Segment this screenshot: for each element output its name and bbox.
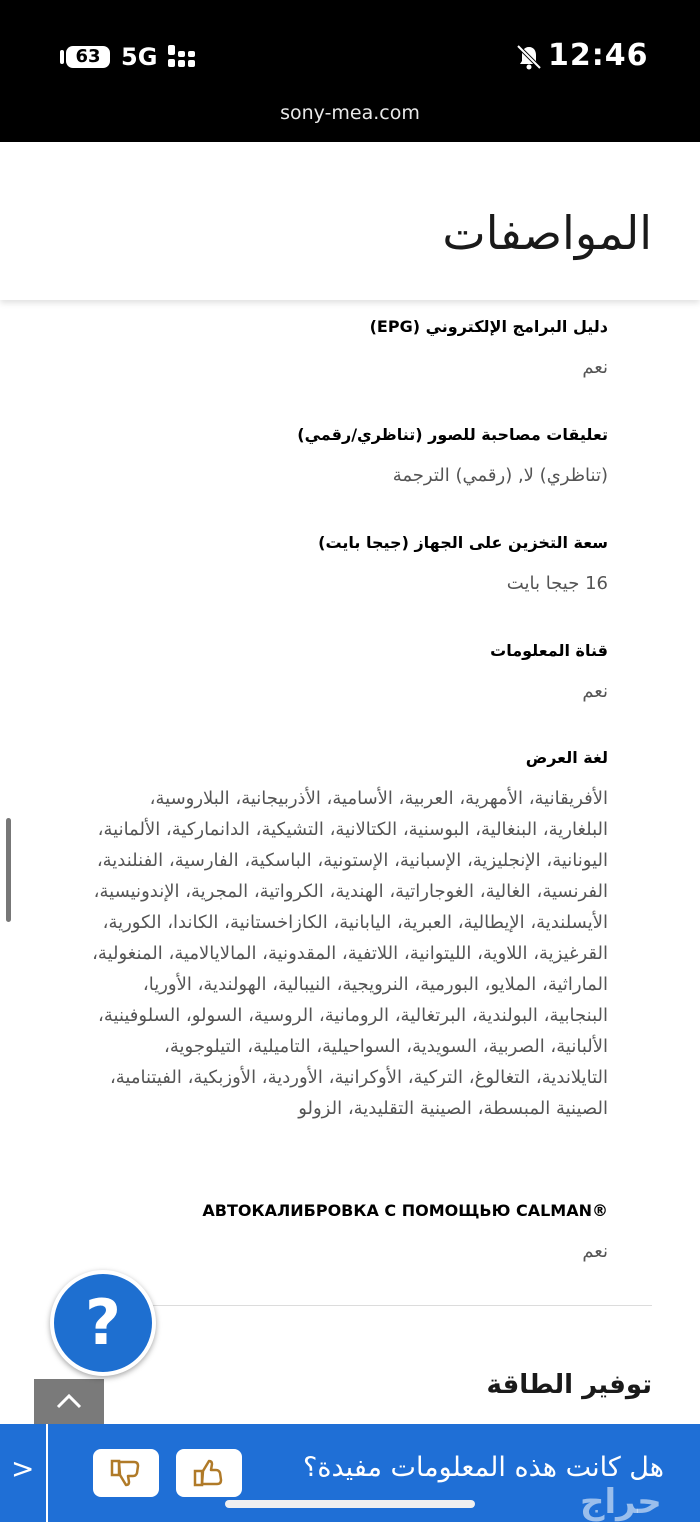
chevron-right-icon: >	[11, 1452, 35, 1485]
chevron-up-icon	[55, 1392, 83, 1410]
bell-muted-icon	[515, 43, 543, 71]
feedback-next-button[interactable]	[0, 1424, 48, 1522]
help-button[interactable]	[50, 1270, 156, 1376]
spec-value: نعم	[582, 357, 608, 378]
address-bar-url[interactable]: sony-mea.com	[280, 102, 420, 124]
spec-value: الأفريقانية، الأمهرية، العربية، الأسامية، الأذربيجانية، البلاروسية، البلغارية، البنغالية، البوسنية، الكتالانية، التشيكية، الدانماركية، الألمانية، اليونانية، الإنجليزية، الإسبانية، الإستونية، الباسكية، الفارسية، الفنلندية، الفرنسية، الغالية، الغوجاراتية، الهندية، الكرواتية، المجرية، الإندونيسية، الأيسلندية، الإيطالية، العبرية، اليابانية، الكازاخستانية، الكاندا، الكورية، القرغيزية، اللاوية، الليتوانية، اللاتفية، المقدونية، المالايالامية، المنغولية، الماراثية، الملايو، البورمية، النرويجية، النيبالية، الهولندية، الأوريا، البنجابية، البولندية، البرتغالية، الرومانية، الروسية، السولو، السلوفينية، الألبانية، الصربية، السويدية، السواحيلية، التاميلية، التيلوجوية، التايلاندية، التغالوغ، التركية، الأوكرانية، الأوردية، الأوزبكية، الفيتنامية، الصينية المبسطة، الصينية التقليدية، الزولو	[92, 788, 608, 1119]
like-button[interactable]	[176, 1449, 242, 1497]
feedback-question: هل كانت هذه المعلومات مفيدة؟	[303, 1452, 664, 1483]
section-title-energy-saving[interactable]: توفير الطاقة	[486, 1370, 652, 1400]
spec-item-calman	[88, 1200, 608, 1267]
battery-icon	[66, 46, 110, 68]
spec-label: لغة العرض	[525, 748, 608, 767]
spec-value: نعم	[582, 1241, 608, 1262]
spec-item-storage	[88, 532, 608, 599]
scrollbar[interactable]	[6, 818, 11, 922]
spec-item-info-channel	[88, 640, 608, 707]
spec-value: نعم	[582, 681, 608, 702]
page-title: المواصفات	[442, 206, 652, 260]
watermark-logo: حراج	[580, 1482, 662, 1522]
spec-value: (تناظري) لا, (رقمي) الترجمة	[392, 465, 608, 486]
spec-label: سعة التخزين على الجهاز (جيجا بايت)	[318, 533, 608, 552]
thumbs-up-icon	[193, 1458, 225, 1488]
page-header	[0, 142, 700, 300]
clock: 12:46	[548, 38, 649, 73]
back-to-top-button[interactable]	[34, 1379, 104, 1425]
spec-label: АВТОКАЛИБРОВКА С ПОМОЩЬЮ CALMAN®	[202, 1201, 608, 1220]
spec-label: قناة المعلومات	[490, 641, 608, 660]
network-type: 5G	[121, 43, 158, 71]
divider	[150, 1305, 652, 1306]
spec-item-epg	[88, 316, 608, 383]
status-bar	[0, 0, 700, 142]
signal-icon	[168, 45, 200, 71]
question-mark-icon: ?	[85, 1286, 121, 1359]
spec-item-captions	[88, 424, 608, 491]
battery-level: 63	[75, 46, 101, 67]
thumbs-down-icon	[110, 1458, 142, 1488]
dislike-button[interactable]	[93, 1449, 159, 1497]
spec-item-display-language	[88, 747, 608, 1124]
spec-label: تعليقات مصاحبة للصور (تناظري/رقمي)	[297, 425, 608, 444]
spec-value: 16 جيجا بايت	[506, 573, 608, 594]
home-indicator[interactable]	[225, 1500, 475, 1508]
spec-label: دليل البرامج الإلكتروني (EPG)	[369, 317, 608, 336]
